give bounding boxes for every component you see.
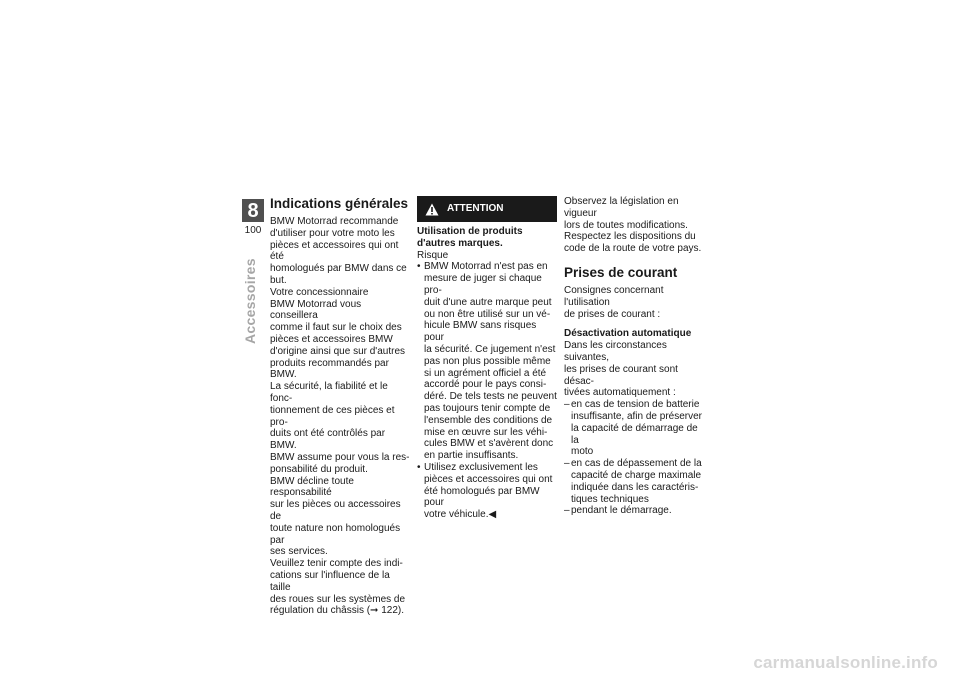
text-line: duits ont été contrôlés par BMW. <box>270 428 386 452</box>
dash-item <box>564 458 704 505</box>
warning-bullets <box>417 261 557 521</box>
text-line: lors de toutes modifications. <box>564 219 688 231</box>
section-title-general: Indications générales <box>270 196 409 211</box>
warning-label: ATTENTION <box>447 203 504 215</box>
list-item-line: indiquée dans les caractéris- <box>571 481 699 493</box>
warning-triangle-icon <box>425 203 439 216</box>
text-line: toute nature non homologués par <box>270 522 401 546</box>
text-line: produits recommandés par BMW. <box>270 357 389 381</box>
text-line: comme il faut sur le choix des <box>270 322 402 334</box>
dash-item <box>564 505 704 517</box>
text-line: Dans les circonstances suivantes, <box>564 340 667 363</box>
text-line: régulation du châssis (➞ 122). <box>270 605 405 617</box>
text-line: d'utiliser pour votre moto les <box>270 227 395 239</box>
text-line: homologués par BMW dans ce <box>270 263 407 275</box>
list-item-line: moto <box>571 446 594 458</box>
text-line: les prises de courant sont désac- <box>564 363 678 387</box>
warning-title-line: Utilisation de produits <box>417 226 523 237</box>
chapter-side-label: Accessoires <box>242 258 258 344</box>
risk-label: Risque <box>417 249 449 261</box>
text-line: BMW décline toute responsabilité <box>270 475 354 499</box>
list-item-line: – en cas de tension de batterie <box>571 399 700 411</box>
bullet-item <box>417 261 557 462</box>
column-power-sockets <box>564 196 704 517</box>
list-item-line: la capacité de démarrage de la <box>571 422 698 446</box>
text-line: BMW Motorrad recommande <box>270 216 399 227</box>
list-item-line: été homologués par BMW pour <box>424 485 540 509</box>
list-item-line: cules BMW et s'avèrent donc <box>424 438 554 450</box>
list-item-line: capacité de charge maximale <box>571 469 702 481</box>
text-line: tionnement de ces pièces et pro- <box>270 404 395 428</box>
text-line: de prises de courant : <box>564 308 661 320</box>
chapter-number-tab: 8 <box>242 199 264 222</box>
watermark: carmanualsonline.info <box>753 653 938 672</box>
dash-item <box>564 399 704 458</box>
list-item-line: duit d'une autre marque peut <box>424 296 552 308</box>
text-line: La sécurité, la fiabilité et le fonc- <box>270 381 388 404</box>
text-line: BMW Motorrad vous conseillera <box>270 298 362 322</box>
list-item-line: votre véhicule.◀ <box>424 509 497 521</box>
text-line: code de la route de votre pays. <box>564 243 702 255</box>
text-line: BMW assume pour vous la res- <box>270 451 410 463</box>
text-line: tivées automatiquement : <box>564 387 676 399</box>
text-line: des roues sur les systèmes de <box>270 593 406 605</box>
list-item-line: mise en œuvre sur les véhi- <box>424 426 548 438</box>
list-item-line: déré. De tels tests ne peuvent <box>424 391 557 403</box>
list-item-line: pas toujours tenir compte de <box>424 402 551 414</box>
section-title-sockets: Prises de courant <box>564 264 678 280</box>
list-item-line: • Utilisez exclusivement les <box>424 461 538 473</box>
deactivation-list <box>564 399 704 517</box>
text-line: Observez la législation en vigueur <box>564 196 679 219</box>
text-line: d'origine ainsi que sur d'autres <box>270 345 406 357</box>
text-line: Votre concessionnaire <box>270 286 369 298</box>
text-line: Veuillez tenir compte des indi- <box>270 558 403 570</box>
deactivation-desc <box>564 340 704 399</box>
column-warning <box>417 196 557 521</box>
list-item-line: mesure de juger si chaque pro- <box>424 273 542 296</box>
text-line: Respectez les dispositions du <box>564 231 696 243</box>
list-item-line: pièces et accessoires qui ont <box>424 473 553 485</box>
legislation-text <box>564 196 704 255</box>
column-general-indications <box>270 196 410 617</box>
list-item-line: – pendant le démarrage. <box>571 505 672 517</box>
general-text <box>270 216 410 617</box>
text-line: pièces et accessoires BMW <box>270 333 393 345</box>
list-item-line: la sécurité. Ce jugement n'est <box>424 343 556 355</box>
list-item-line: l'ensemble des conditions de <box>424 414 553 426</box>
list-item-line: accordé pour le pays consi- <box>424 379 547 391</box>
list-item-line: hicule BMW sans risques pour <box>424 320 537 344</box>
text-line: cations sur l'influence de la taille <box>270 569 390 593</box>
warning-title-line: d'autres marques. <box>417 237 503 249</box>
text-line: ses services. <box>270 546 328 558</box>
bullet-item <box>417 462 557 521</box>
list-item-line: insuffisante, afin de préserver <box>571 410 703 422</box>
list-item-line: ou non être utilisé sur un vé- <box>424 308 551 320</box>
list-item-line: en partie insuffisants. <box>424 450 519 462</box>
text-line: Consignes concernant l'utilisation <box>564 284 664 308</box>
text-line: but. <box>270 274 287 286</box>
list-item-line: si un agrément officiel a été <box>424 367 547 379</box>
page-number: 100 <box>244 225 262 236</box>
warning-title <box>417 226 557 250</box>
text-line: sur les pièces ou accessoires de <box>270 499 401 522</box>
list-item-line: – en cas de dépassement de la <box>571 458 702 470</box>
text-line: pièces et accessoires qui ont été <box>270 239 399 263</box>
list-item-line: • BMW Motorrad n'est pas en <box>424 261 548 273</box>
subhead-auto-deactivation: Désactivation automatique <box>564 328 692 340</box>
list-item-line: tiques techniques <box>571 493 649 505</box>
list-item-line: pas non plus possible même <box>424 355 551 367</box>
sockets-intro <box>564 285 704 320</box>
warning-banner <box>417 196 557 222</box>
text-line: ponsabilité du produit. <box>270 463 368 475</box>
